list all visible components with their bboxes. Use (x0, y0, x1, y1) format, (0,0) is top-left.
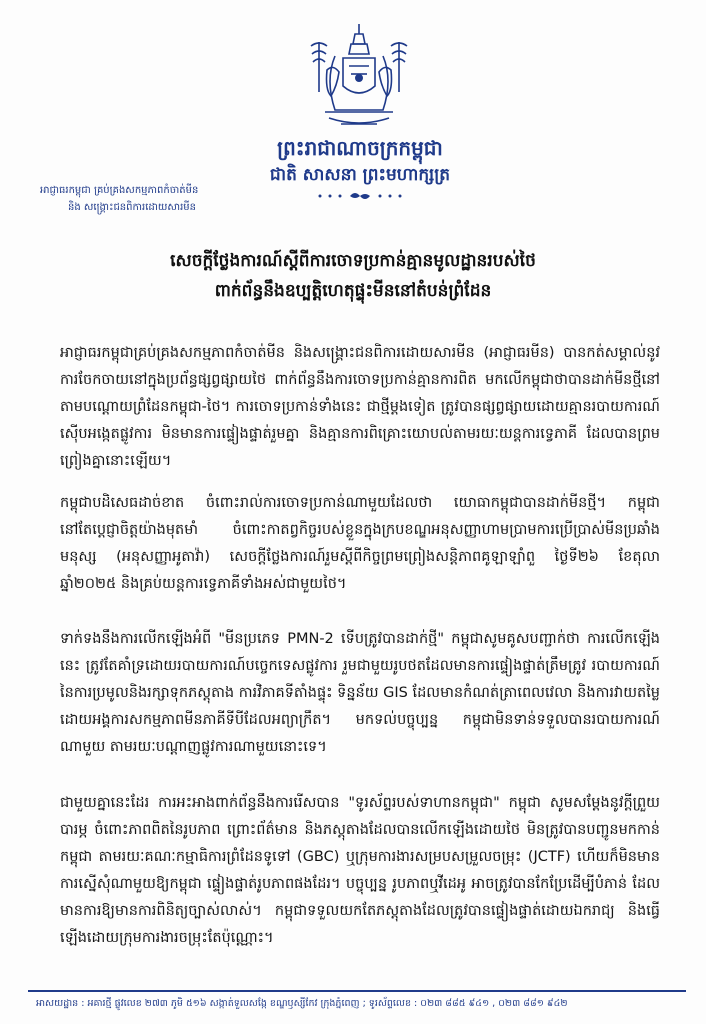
ornament-divider-icon (300, 190, 420, 202)
document-title (120, 246, 586, 306)
paragraph-4: ជាមួយគ្នានេះដែរ ការអះអាងពាក់ព័ន្ធនឹងការរើសបាន "ទូរស័ព្ទរបស់ទាហានកម្ពុជា" កម្ពុជា សូមសម្តែងនូវក្តីព្រួយបារម្ភ ចំពោះភាពពិតនៃរូបភាព ព្រោះព័ត៌មាន និងភស្តុតាងដែលបានលើកឡើងដោយថៃ មិនត្រូវបានបញ្ជូនមកកាន់កម្ពុជា តាមរយៈគណៈកម្មាធិការព្រំដែនទូទៅ (GBC) ឬក្រុមការងារសម្របសម្រួលចម្រុះ (JCTF) ហើយក៏មិនមានការស្នើសុំណាមួយឱ្យកម្ពុជា ផ្ទៀងផ្ទាត់រូបភាពផងដែរ។ បច្ចុប្បន្ន រូបភាពឬវីដេអូ អាចត្រូវបានកែប្រែដើម្បីបំភាន់ ដែលមានការឱ្យមានការពិនិត្យច្បាស់លាស់។ កម្ពុជាទទួលយកតែភស្តុតាងដែលត្រូវបានផ្ទៀងផ្ទាត់ដោយឯករាជ្យ និងធ្វើឡើងដោយក្រុមការងារចម្រុះតែប៉ុណ្ណោះ។ (60, 795, 660, 946)
national-motto: ជាតិ សាសនា ព្រះមហាក្សត្រ (269, 165, 451, 185)
paragraph-1: អាជ្ញាធរកម្ពុជាគ្រប់គ្រងសកម្មភាពកំចាត់មីន និងសង្គ្រោះជនពិការដោយសារមីន (អាជ្ញាធរមីន) បានកត់សម្គាល់នូវការចែកចាយនៅក្នុងប្រព័ន្ធផ្សព្វផ្សាយថៃ ពាក់ព័ន្ធនឹងការចោទប្រកាន់គ្មានការពិត មកលើកម្ពុជាថាបានដាក់មីនថ្មីនៅតាមបណ្តោយព្រំដែនកម្ពុជា-ថៃ។ ការចោទប្រកាន់ទាំងនេះ ជាថ្មីម្តងទៀត ត្រូវបានផ្សព្វផ្សាយដោយគ្មានរបាយការណ៍ស៊ើបអង្កេតផ្លូវការ មិនមានការផ្ទៀងផ្ទាត់រួមគ្នា និងគ្មានការពិគ្រោះយោបល់តាមរយៈយន្តការទ្វេភាគី ដែលបានព្រមព្រៀងគ្នានោះឡើយ។ (60, 345, 660, 469)
title-line-1: សេចក្តីថ្លែងការណ៍ស្តីពីការចោទប្រកាន់គ្មានមូលដ្ឋានរបស់ថៃ (170, 251, 536, 271)
footer-address: អាសយដ្ឋាន : អគារថ្មី ផ្លូវលេខ ២៧៣ ភូមិ ៥១៦ សង្កាត់ទួលសង្កែ ខណ្ឌឫស្សីកែវ ក្រុងភ្នំពេញ ; ទូរស័ព្ទលេខ : ០២៣ ៨៨៥ ៩៤១ , ០២៣ ៨៨១ ៩៤២ (36, 998, 568, 1009)
footer-divider (28, 990, 686, 992)
agency-name-line1: អាជ្ញាធរកម្ពុជា គ្រប់គ្រងសកម្មភាពកំចាត់មីន (40, 185, 199, 196)
agency-block (40, 182, 260, 216)
title-line-2: ពាក់ព័ន្ធនឹងឧប្បត្តិហេតុផ្ទុះមីននៅតំបន់ព្រំដែន (214, 281, 492, 301)
paragraph-2: កម្ពុជាបដិសេធដាច់ខាត ចំពោះរាល់ការចោទប្រកាន់ណាមួយដែលថា យោធាកម្ពុជាបានដាក់មីនថ្មី។ កម្ពុជានៅតែប្តេជ្ញាចិត្តយ៉ាងមុតមាំ ចំពោះកាតព្វកិច្ចរបស់ខ្លួនក្នុងក្របខណ្ឌអនុសញ្ញាហាមប្រាមការប្រើប្រាស់មីនប្រឆាំងមនុស្ស (អនុសញ្ញាអូតាវ៉ា) សេចក្តីថ្លែងការណ៍រួមស្តីពីកិច្ចព្រមព្រៀងសន្តិភាពគូឡាឡាំពួ ថ្ងៃទី២៦ ខែតុលា ឆ្នាំ២០២៥ និងគ្រប់យន្តការទ្វេភាគីទាំងអស់ជាមួយថៃ។ (60, 495, 660, 592)
royal-coat-of-arms-icon (305, 20, 413, 132)
agency-name-line2: និង សង្គ្រោះជនពិការដោយសារមីន (68, 202, 196, 213)
paragraph-3: ទាក់ទងនឹងការលើកឡើងអំពី "មីនប្រភេទ PMN-2 ទើបត្រូវបានដាក់ថ្មី" កម្ពុជាសូមគូសបញ្ជាក់ថា ការលើកឡើងនេះ ត្រូវតែគាំទ្រដោយរបាយការណ៍បច្ចេកទេសផ្លូវការ រួមជាមួយរូបថតដែលមានការផ្ទៀងផ្ទាត់ត្រឹមត្រូវ របាយការណ៍នៃការប្រមូលនិងរក្សាទុកភស្តុតាង ការវិភាគទីតាំងផ្ទុះ ទិន្នន័យ GIS ដែលមានកំណត់ត្រាពេលវេលា និងការវាយតម្លៃដោយអង្គការសកម្មភាពមីនភាគីទីបីដែលអព្យាក្រឹត។ មកទល់បច្ចុប្បន្ន កម្ពុជាមិនទាន់ទទួលបានរបាយការណ៍ណាមួយ តាមរយៈបណ្តាញផ្លូវការណាមួយនោះទេ។ (60, 631, 661, 755)
kingdom-name: ព្រះរាជាណាចក្រកម្ពុជា (277, 136, 443, 160)
